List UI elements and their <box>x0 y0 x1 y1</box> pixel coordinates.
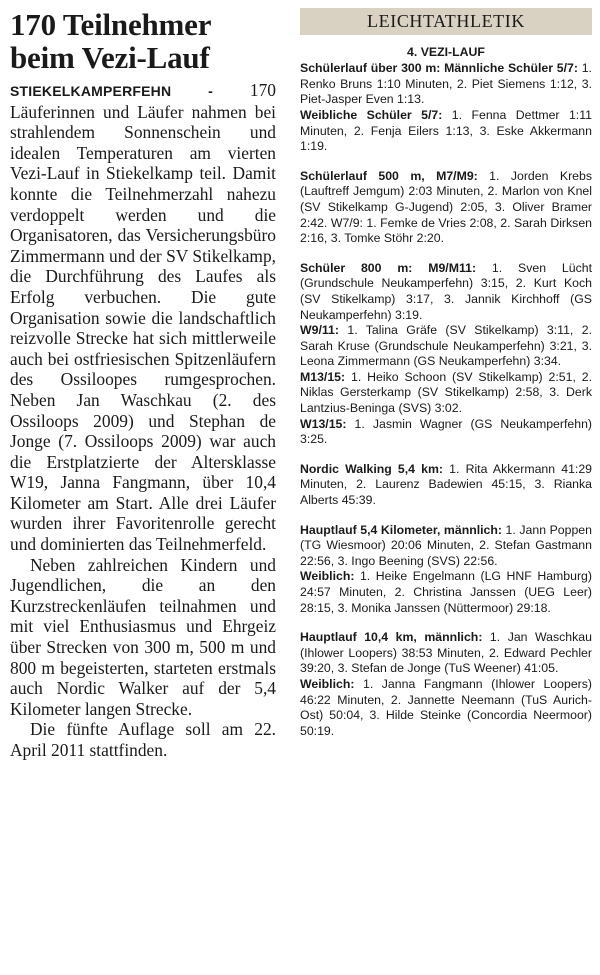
result-entry <box>300 462 592 509</box>
result-entry <box>300 677 592 739</box>
result-block <box>300 61 592 155</box>
result-category-label: Hauptlauf 10,4 km, männlich: <box>300 630 483 645</box>
result-text: 1. Rita Akkermann 41:29 Minuten, 2. Laurenz Badewien 45:15, 3. Rianka Alberts 45:39. <box>300 461 593 508</box>
result-entry <box>300 630 592 677</box>
result-text: 1. Sven Lücht (Grundschule Neukamperfehn) 3:15, 2. Kurt Koch (SV Stikelkamp) 3:17, 3. Jannik Kirchhoff (GS Neukamperfehn) 3:19. <box>300 260 592 322</box>
result-entry <box>300 61 592 108</box>
result-category-label: Schüler 800 m: M9/M11: <box>300 260 477 275</box>
article-paragraph: Die fünfte Auflage soll am 22. April 2011 stattfinden. <box>10 719 276 760</box>
result-block <box>300 261 592 448</box>
result-category-label: M13/15: <box>300 369 346 384</box>
result-block <box>300 462 592 509</box>
result-category-label: W13/15: <box>300 416 347 431</box>
result-category-label: Weiblich: <box>300 676 355 691</box>
result-entry <box>300 261 592 323</box>
result-entry <box>300 523 592 570</box>
result-text: 1. Jorden Krebs (Lauftreff Jemgum) 2:03 Minuten, 2. Marlon von Knel (SV Stikelkamp G-Jugend) 2:05, 3. Oliver Bramer 2:42. W7/9: 1. Femke de Vries 2:08, 2. Sarah Dirksen 2:16, 3. Tomke Stöhr 2:20. <box>300 168 592 246</box>
article-body <box>10 80 276 761</box>
result-text: 1. Jann Poppen (TG Wiesmoor) 20:06 Minuten, 2. Stefan Gastmann 22:56, 3. Ingo Beening (SVS) 22:56. <box>300 522 592 568</box>
result-text: 1. Janna Fangmann (Ihlower Loopers) 46:22 Minuten, 2. Jannette Neemann (TuS Aurich-Ost) 50:04, 3. Hilde Steinke (Concordia Neermoor) 50:19. <box>300 676 592 738</box>
result-text: 1. Heike Engelmann (LG HNF Hamburg) 24:57 Minuten, 2. Christina Janssen (UEG Leer) 28:15, 3. Monika Janssen (Nüttermoor) 29:18. <box>300 569 592 615</box>
article-paragraph: Neben zahlreichen Kindern und Jugendlichen, die an den Kurzstreckenläufen teilnahmen und mit viel Enthusiasmus und Ehrgeiz über Strecken von 300 m, 500 m und 800 m begeisterten, starteten erstmals auch Nordic Walker auf der 5,4 Kilometer langen Strecke. <box>10 554 276 719</box>
result-category-label: Hauptlauf 5,4 Kilometer, männlich: <box>300 522 502 537</box>
results-column <box>300 8 592 753</box>
result-category-label: Schülerlauf über 300 m: Männliche Schüler 5/7: <box>300 61 578 76</box>
result-text: 1. Fenna Dettmer 1:11 Minuten, 2. Fenja Eilers 1:13, 3. Eske Akkermann 1:19. <box>300 107 592 154</box>
result-entry <box>300 108 592 155</box>
result-text: 1. Jan Waschkau (Ihlower Loopers) 38:53 Minuten, 2. Edward Pechler 39:20, 3. Stefan de Jonge (TuS Weener) 41:05. <box>300 630 592 676</box>
dateline: STIEKELKAMPERFEHN <box>10 83 172 99</box>
result-category-label: Weibliche Schüler 5/7: <box>300 107 443 122</box>
article-paragraph <box>10 80 276 555</box>
result-category-label: W9/11: <box>300 323 339 338</box>
result-text: 1. Heiko Schoon (SV Stikelkamp) 2:51, 2. Niklas Gersterkamp (SV Stikelkamp) 2:58, 3. Derk Lantzius-Beninga (SVS) 3:02. <box>300 369 592 416</box>
result-block <box>300 523 592 617</box>
article <box>10 8 276 761</box>
result-category-label: Weiblich: <box>300 569 355 584</box>
result-entry <box>300 417 592 448</box>
paragraph-text: 170 Läuferinnen und Läufer nahmen bei strahlendem Sonnenschein und idealen Temperaturen am vierten Vezi-Lauf in Stiekelkamp teil. Damit konnte die Teilnehmerzahl nahezu verdoppelt werden und die Organisatoren, das Versicherungsbüro Zimmermann und der SV Stikelkamp, die Durchführung des Laufes als Erfolg verbuchen. Die gute Organisation sowie die landschaftlich reizvolle Strecke hat sich mittlerweile auch bei ostfriesischen Spitzenläufern des Ossiloopes rumgesprochen. Neben Jan Waschkau (2. des Ossiloops 2009) und Stephan de Jonge (7. Ossiloops 2009) war auch die Erstplatzierte der Altersklasse W19, Janna Fangmann, über 10,4 Kilometer am Start. Alle drei Läufer wurden ihrer Favoritenrolle gerecht und dominierten das Teilnehmerfeld. <box>10 80 276 555</box>
result-entry <box>300 169 592 247</box>
result-category-label: Schülerlauf 500 m, M7/M9: <box>300 168 478 183</box>
result-entry <box>300 323 592 370</box>
section-kicker: LEICHTATHLETIK <box>300 8 592 35</box>
result-entry <box>300 569 592 616</box>
dateline-separator: - <box>171 83 250 99</box>
result-block <box>300 630 592 739</box>
result-text: 1. Talina Gräfe (SV Stikelkamp) 3:11, 2. Sarah Kruse (Grundschule Neukamperfehn) 3:21, 3. Leona Zimmermann (GS Neukamperfehn) 3:34. <box>300 323 592 369</box>
result-block <box>300 169 592 247</box>
result-entry <box>300 370 592 417</box>
article-headline: 170 Teilnehmer beim Vezi-Lauf <box>10 7 211 75</box>
result-text: 1. Jasmin Wagner (GS Neukamperfehn) 3:25. <box>300 416 592 447</box>
result-text: 1. Renko Bruns 1:10 Minuten, 2. Piet Siemens 1:12, 3. Piet-Jasper Even 1:13. <box>300 61 592 107</box>
result-category-label: Nordic Walking 5,4 km: <box>300 461 444 476</box>
results-list <box>300 61 592 739</box>
results-title: 4. VEZI-LAUF <box>407 44 485 59</box>
